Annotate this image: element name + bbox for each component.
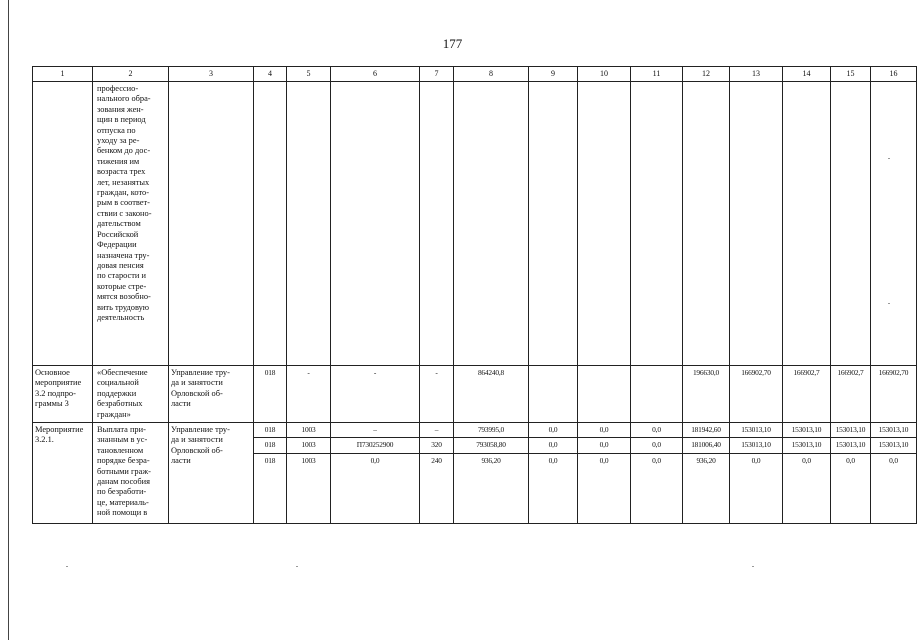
column-number: 14 xyxy=(783,67,831,82)
cell-c14: 153013,10 xyxy=(783,423,831,438)
column-number: 13 xyxy=(730,67,783,82)
column-number-row xyxy=(33,67,917,82)
cell-c15: 153013,10 xyxy=(831,423,871,438)
cell-empty xyxy=(169,82,254,366)
cell-c13: 153013,10 xyxy=(730,438,783,453)
cell-c7: 240 xyxy=(420,453,454,523)
cell-c4: 018 xyxy=(254,438,287,453)
cell-c13: 166902,70 xyxy=(730,366,783,423)
cell-empty xyxy=(578,82,631,366)
scan-speck xyxy=(66,566,68,567)
scan-speck xyxy=(752,566,754,567)
cell-c5: - xyxy=(287,366,331,423)
cell-c9: 0,0 xyxy=(529,453,578,523)
cell-empty xyxy=(683,82,730,366)
cell-c10: 0,0 xyxy=(578,438,631,453)
cell-c16: 0,0 xyxy=(871,453,917,523)
cell-empty xyxy=(33,82,93,366)
scan-speck xyxy=(888,158,890,159)
cell-empty xyxy=(331,82,420,366)
cell-empty xyxy=(631,82,683,366)
cell-c13: 0,0 xyxy=(730,453,783,523)
cell-c6: 0,0 xyxy=(331,453,420,523)
cell-empty xyxy=(831,82,871,366)
cell-c4: 018 xyxy=(254,423,287,438)
cell-c8: 864240,8 xyxy=(454,366,529,423)
cell-c8: 936,20 xyxy=(454,453,529,523)
column-number: 5 xyxy=(287,67,331,82)
cell-c6: - xyxy=(331,366,420,423)
cell-c12: 936,20 xyxy=(683,453,730,523)
cell-c5: 1003 xyxy=(287,423,331,438)
cell-c8: 793995,0 xyxy=(454,423,529,438)
cell-c16: 153013,10 xyxy=(871,423,917,438)
column-number: 10 xyxy=(578,67,631,82)
column-number: 6 xyxy=(331,67,420,82)
table-row-main-event xyxy=(33,366,917,423)
cell-c7: 320 xyxy=(420,438,454,453)
cell-c14: 166902,7 xyxy=(783,366,831,423)
page-number: 177 xyxy=(442,36,463,51)
scan-speck xyxy=(888,303,890,304)
cell-c9: 0,0 xyxy=(529,423,578,438)
column-number: 11 xyxy=(631,67,683,82)
event-executor: Управление тру- да и занятости Орловской об- ласти xyxy=(169,423,254,524)
cell-c13: 153013,10 xyxy=(730,423,783,438)
cell-c16: 153013,10 xyxy=(871,438,917,453)
cell-c10: 0,0 xyxy=(578,423,631,438)
cell-c11: 0,0 xyxy=(631,438,683,453)
cell-empty xyxy=(454,82,529,366)
cell-empty xyxy=(420,82,454,366)
cell-c15: 153013,10 xyxy=(831,438,871,453)
table-row-continuation xyxy=(33,82,917,366)
column-number: 15 xyxy=(831,67,871,82)
cell-empty xyxy=(529,82,578,366)
cell-c7: - xyxy=(420,366,454,423)
cell-c7: – xyxy=(420,423,454,438)
continuation-description: профессио- нального обра- зования жен- щин в период отпуска по уходу за ре- бенком до дос- тижения им возраста трех лет, незанятых граждан, кото- рым в соответ- ствии с законо- дательством Российской Федерации назначена тру- довая пенсия по старости и которые стре- мятся возобно- вить трудовую деятельность xyxy=(93,82,169,366)
cell-c9 xyxy=(529,366,578,423)
column-number: 3 xyxy=(169,67,254,82)
cell-c14: 0,0 xyxy=(783,453,831,523)
cell-c10 xyxy=(578,366,631,423)
column-number: 7 xyxy=(420,67,454,82)
event-name: Мероприятие 3.2.1. xyxy=(33,423,93,524)
page-left-border xyxy=(8,0,9,640)
main-event-executor: Управление тру- да и занятости Орловской об- ласти xyxy=(169,366,254,423)
cell-c15: 166902,7 xyxy=(831,366,871,423)
scan-speck xyxy=(296,566,298,567)
cell-c11: 0,0 xyxy=(631,423,683,438)
column-number: 2 xyxy=(93,67,169,82)
cell-c8: 793058,80 xyxy=(454,438,529,453)
cell-c9: 0,0 xyxy=(529,438,578,453)
cell-c12: 181942,60 xyxy=(683,423,730,438)
column-number: 8 xyxy=(454,67,529,82)
cell-c11 xyxy=(631,366,683,423)
main-event-description: «Обеспечение социальной поддержки безработных граждан» xyxy=(93,366,169,423)
cell-c5: 1003 xyxy=(287,438,331,453)
cell-c4: 018 xyxy=(254,366,287,423)
column-number: 12 xyxy=(683,67,730,82)
cell-empty xyxy=(783,82,831,366)
column-number: 4 xyxy=(254,67,287,82)
table-row-event-sub1 xyxy=(33,423,917,438)
cell-c12: 196630,0 xyxy=(683,366,730,423)
cell-c11: 0,0 xyxy=(631,453,683,523)
cell-c10: 0,0 xyxy=(578,453,631,523)
cell-c5: 1003 xyxy=(287,453,331,523)
cell-c14: 153013,10 xyxy=(783,438,831,453)
column-number: 16 xyxy=(871,67,917,82)
budget-table xyxy=(32,66,917,524)
cell-c6: П730252900 xyxy=(331,438,420,453)
cell-c6: – xyxy=(331,423,420,438)
cell-empty xyxy=(871,82,917,366)
cell-empty xyxy=(730,82,783,366)
column-number: 9 xyxy=(529,67,578,82)
cell-empty xyxy=(254,82,287,366)
cell-c15: 0,0 xyxy=(831,453,871,523)
main-event-name: Основное мероприятие 3.2 подпро- граммы 3 xyxy=(33,366,93,423)
cell-c12: 181006,40 xyxy=(683,438,730,453)
cell-c16: 166902,70 xyxy=(871,366,917,423)
column-number: 1 xyxy=(33,67,93,82)
cell-c4: 018 xyxy=(254,453,287,523)
cell-empty xyxy=(287,82,331,366)
event-description: Выплата при- знанным в ус- тановленном порядке безра- ботными граж- данам пособия по безработи- це, материаль- ной помощи в xyxy=(93,423,169,524)
